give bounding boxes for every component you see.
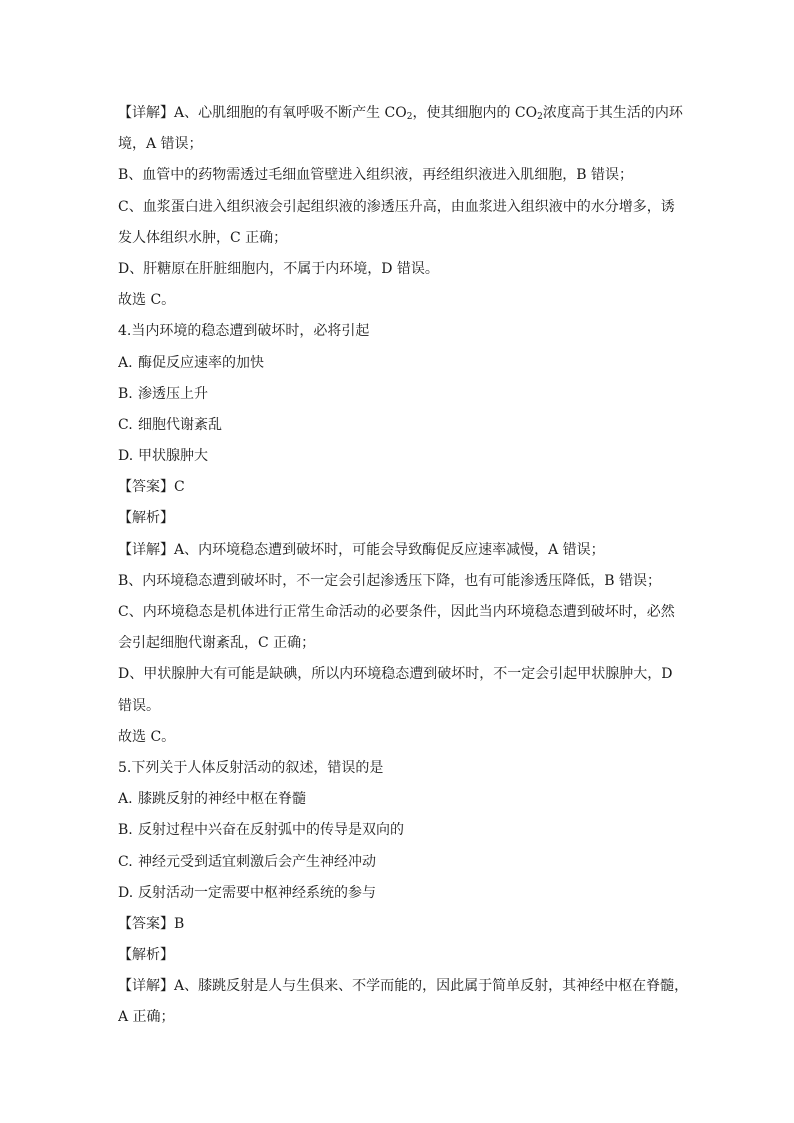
q3-detail-a-line2: 境，A 错误； — [118, 136, 203, 153]
document-page — [118, 98, 688, 1034]
option-letter: C. — [118, 416, 133, 433]
option-text: 酶促反应速率的加快 — [138, 354, 264, 371]
q5-option-a — [118, 784, 688, 815]
option-letter: D. — [118, 448, 134, 465]
q4-answer: 【答案】C — [118, 479, 185, 496]
option-letter: A. — [118, 354, 133, 371]
option-letter: C. — [118, 853, 133, 870]
q5-option-b — [118, 815, 688, 846]
q4-detail-c1: C、内环境稳态是机体进行正常生命活动的必要条件，因此当内环境稳态遭到破坏时，必然 — [118, 604, 675, 620]
option-text: 反射过程中兴奋在反射弧中的传导是双向的 — [138, 822, 404, 839]
q3-detail-c-line2: 发人体组织水肿，C 正确； — [118, 229, 288, 246]
subscript: 2 — [537, 112, 543, 122]
option-text: 甲状腺肿大 — [138, 448, 208, 465]
q5-analysis-heading: 【解析】 — [118, 947, 174, 964]
option-letter: A. — [118, 791, 133, 808]
q4-option-a — [118, 348, 688, 379]
q4-detail-a: 【详解】A、内环境稳态遭到破坏时，可能会导致酶促反应速率减慢，A 错误； — [118, 541, 605, 558]
q3-detail-d-line: D、肝糖原在肝脏细胞内，不属于内环境，D 错误。 — [118, 260, 439, 277]
q5-detail-a1: 【详解】A、膝跳反射是人与生俱来、不学而能的，因此属于简单反射，其神经中枢在脊髓， — [118, 978, 688, 995]
option-letter: B. — [118, 822, 133, 839]
q4-analysis-heading: 【解析】 — [118, 510, 174, 527]
q4-stem: 4.当内环境的稳态遭到破坏时，必将引起 — [118, 323, 370, 340]
q4-detail-d2: 错误。 — [118, 697, 160, 714]
option-letter: B. — [118, 385, 133, 402]
option-text: 反射活动一定需要中枢神经系统的参与 — [138, 884, 376, 901]
q3-detail-b-line: B、血管中的药物需透过毛细血管壁进入组织液，再经组织液进入肌细胞，B 错误； — [118, 167, 634, 184]
text-segment: 浓度高于其生活的内环 — [542, 105, 683, 121]
q3-detail-a-line1 — [118, 98, 688, 129]
q4-detail-c2: 会引起细胞代谢紊乱，C 正确； — [118, 635, 316, 652]
text-segment: ，使其细胞内的 CO — [412, 105, 538, 121]
q5-option-c — [118, 847, 688, 878]
q4-detail-b: B、内环境稳态遭到破坏时，不一定会引起渗透压下降，也有可能渗透压降低，B 错误； — [118, 572, 662, 589]
q5-option-d — [118, 878, 688, 909]
q4-detail-d1: D、甲状腺肿大有可能是缺碘，所以内环境稳态遭到破坏时，不一定会引起甲状腺肿大，D — [118, 666, 673, 683]
option-text: 细胞代谢紊乱 — [138, 416, 222, 433]
q3-choose: 故选 C。 — [118, 292, 176, 309]
q4-option-c — [118, 410, 688, 441]
q4-option-b — [118, 379, 688, 410]
option-text: 膝跳反射的神经中枢在脊髓 — [138, 791, 306, 808]
option-text: 神经元受到适宜刺激后会产生神经冲动 — [138, 853, 376, 870]
q3-detail-c-line1: C、血浆蛋白进入组织液会引起组织液的渗透压升高，由血浆进入组织液中的水分增多，诱 — [118, 198, 675, 215]
option-letter: D. — [118, 884, 134, 901]
option-text: 渗透压上升 — [138, 385, 208, 402]
q4-choose: 故选 C。 — [118, 728, 176, 745]
q5-answer: 【答案】B — [118, 915, 185, 932]
q4-option-d — [118, 441, 688, 472]
subscript: 2 — [406, 112, 413, 122]
text-segment: 【详解】A、心肌细胞的有氧呼吸不断产生 CO — [118, 105, 407, 121]
q5-detail-a2: A 正确； — [118, 1009, 175, 1026]
q5-stem: 5.下列关于人体反射活动的叙述，错误的是 — [118, 759, 384, 776]
